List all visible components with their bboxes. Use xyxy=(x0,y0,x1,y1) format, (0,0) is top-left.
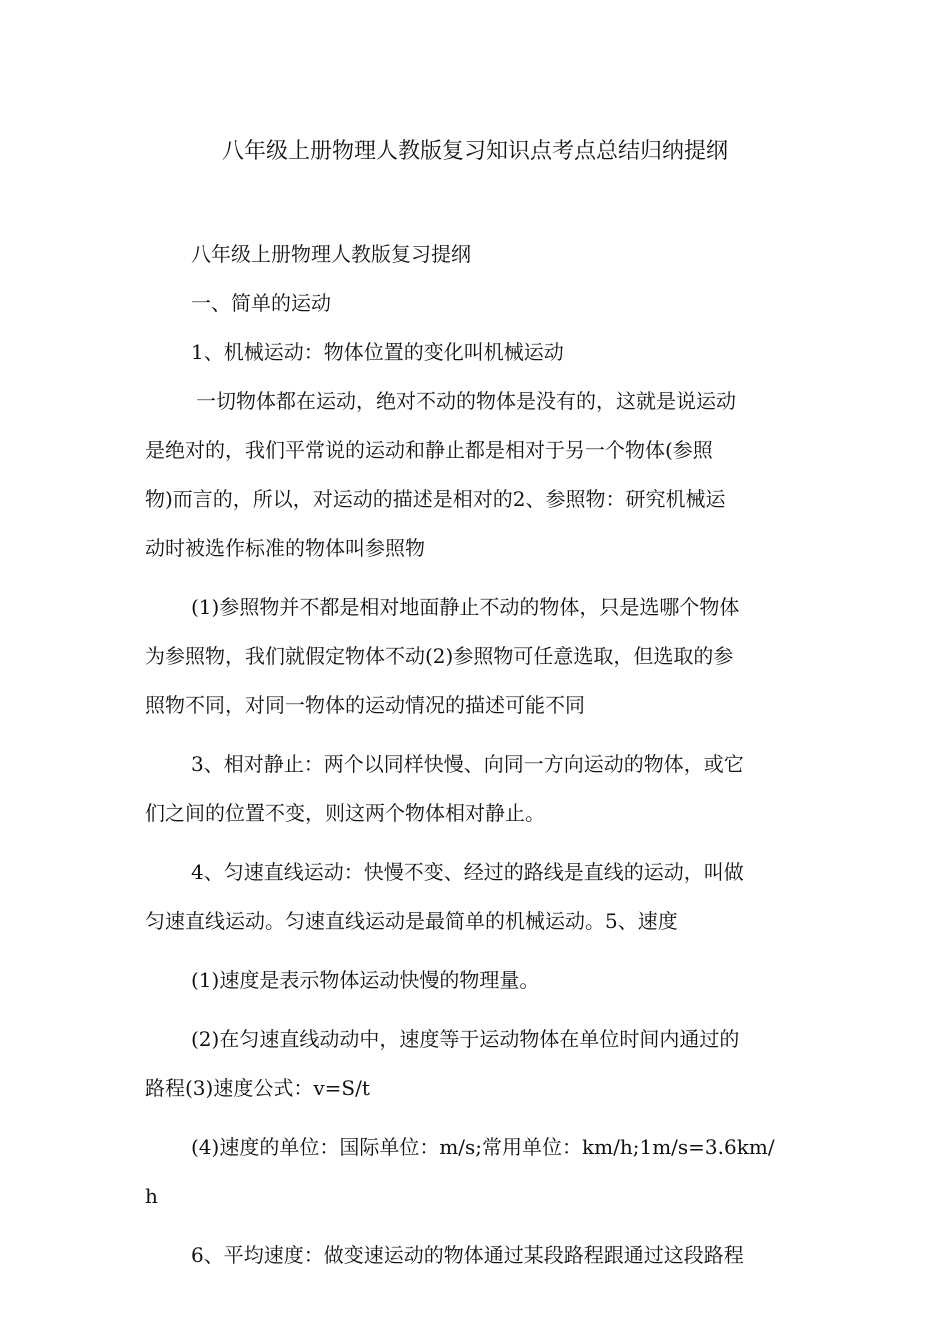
paragraph-line: h xyxy=(145,1184,158,1208)
paragraph-line: 物)而言的，所以，对运动的描述是相对的2、参照物：研究机械运 xyxy=(145,487,726,511)
document-title: 八年级上册物理人教版复习知识点考点总结归纳提纲 xyxy=(221,139,728,164)
paragraph-line: (2)在匀速直线动动中，速度等于运动物体在单位时间内通过的 xyxy=(191,1027,740,1051)
paragraph-line: 4、匀速直线运动：快慢不变、经过的路线是直线的运动，叫做 xyxy=(191,860,744,884)
paragraph-line: (4)速度的单位：国际单位：m/s;常用单位：km/h;1m/s=3.6km/ xyxy=(191,1135,775,1159)
paragraph-line: 路程(3)速度公式：v=S/t xyxy=(145,1076,370,1100)
section-heading: 一、简单的运动 xyxy=(191,291,331,315)
paragraph-line: 是绝对的，我们平常说的运动和静止都是相对于另一个物体(参照 xyxy=(145,438,713,462)
paragraph-line: (1)参照物并不都是相对地面静止不动的物体，只是选哪个物体 xyxy=(191,595,740,619)
paragraph-line: 们之间的位置不变，则这两个物体相对静止。 xyxy=(145,801,545,825)
paragraph-line: 动时被选作标准的物体叫参照物 xyxy=(145,536,425,560)
paragraph-line: 为参照物，我们就假定物体不动(2)参照物可任意选取，但选取的参 xyxy=(145,644,734,668)
document-body xyxy=(145,230,807,1280)
paragraph-line: 一切物体都在运动，绝对不动的物体是没有的，这就是说运动 xyxy=(196,389,736,413)
paragraph-line: (1)速度是表示物体运动快慢的物理量。 xyxy=(191,968,540,992)
paragraph-line: 匀速直线运动。匀速直线运动是最简单的机械运动。5、速度 xyxy=(145,909,678,933)
paragraph-line: 3、相对静止：两个以同样快慢、向同一方向运动的物体，或它 xyxy=(191,752,744,776)
outline-heading: 八年级上册物理人教版复习提纲 xyxy=(191,242,471,266)
paragraph-line: 照物不同，对同一物体的运动情况的描述可能不同 xyxy=(145,693,585,717)
paragraph-line: 1、机械运动：物体位置的变化叫机械运动 xyxy=(191,340,564,364)
paragraph-line: 6、平均速度：做变速运动的物体通过某段路程跟通过这段路程 xyxy=(191,1243,744,1267)
